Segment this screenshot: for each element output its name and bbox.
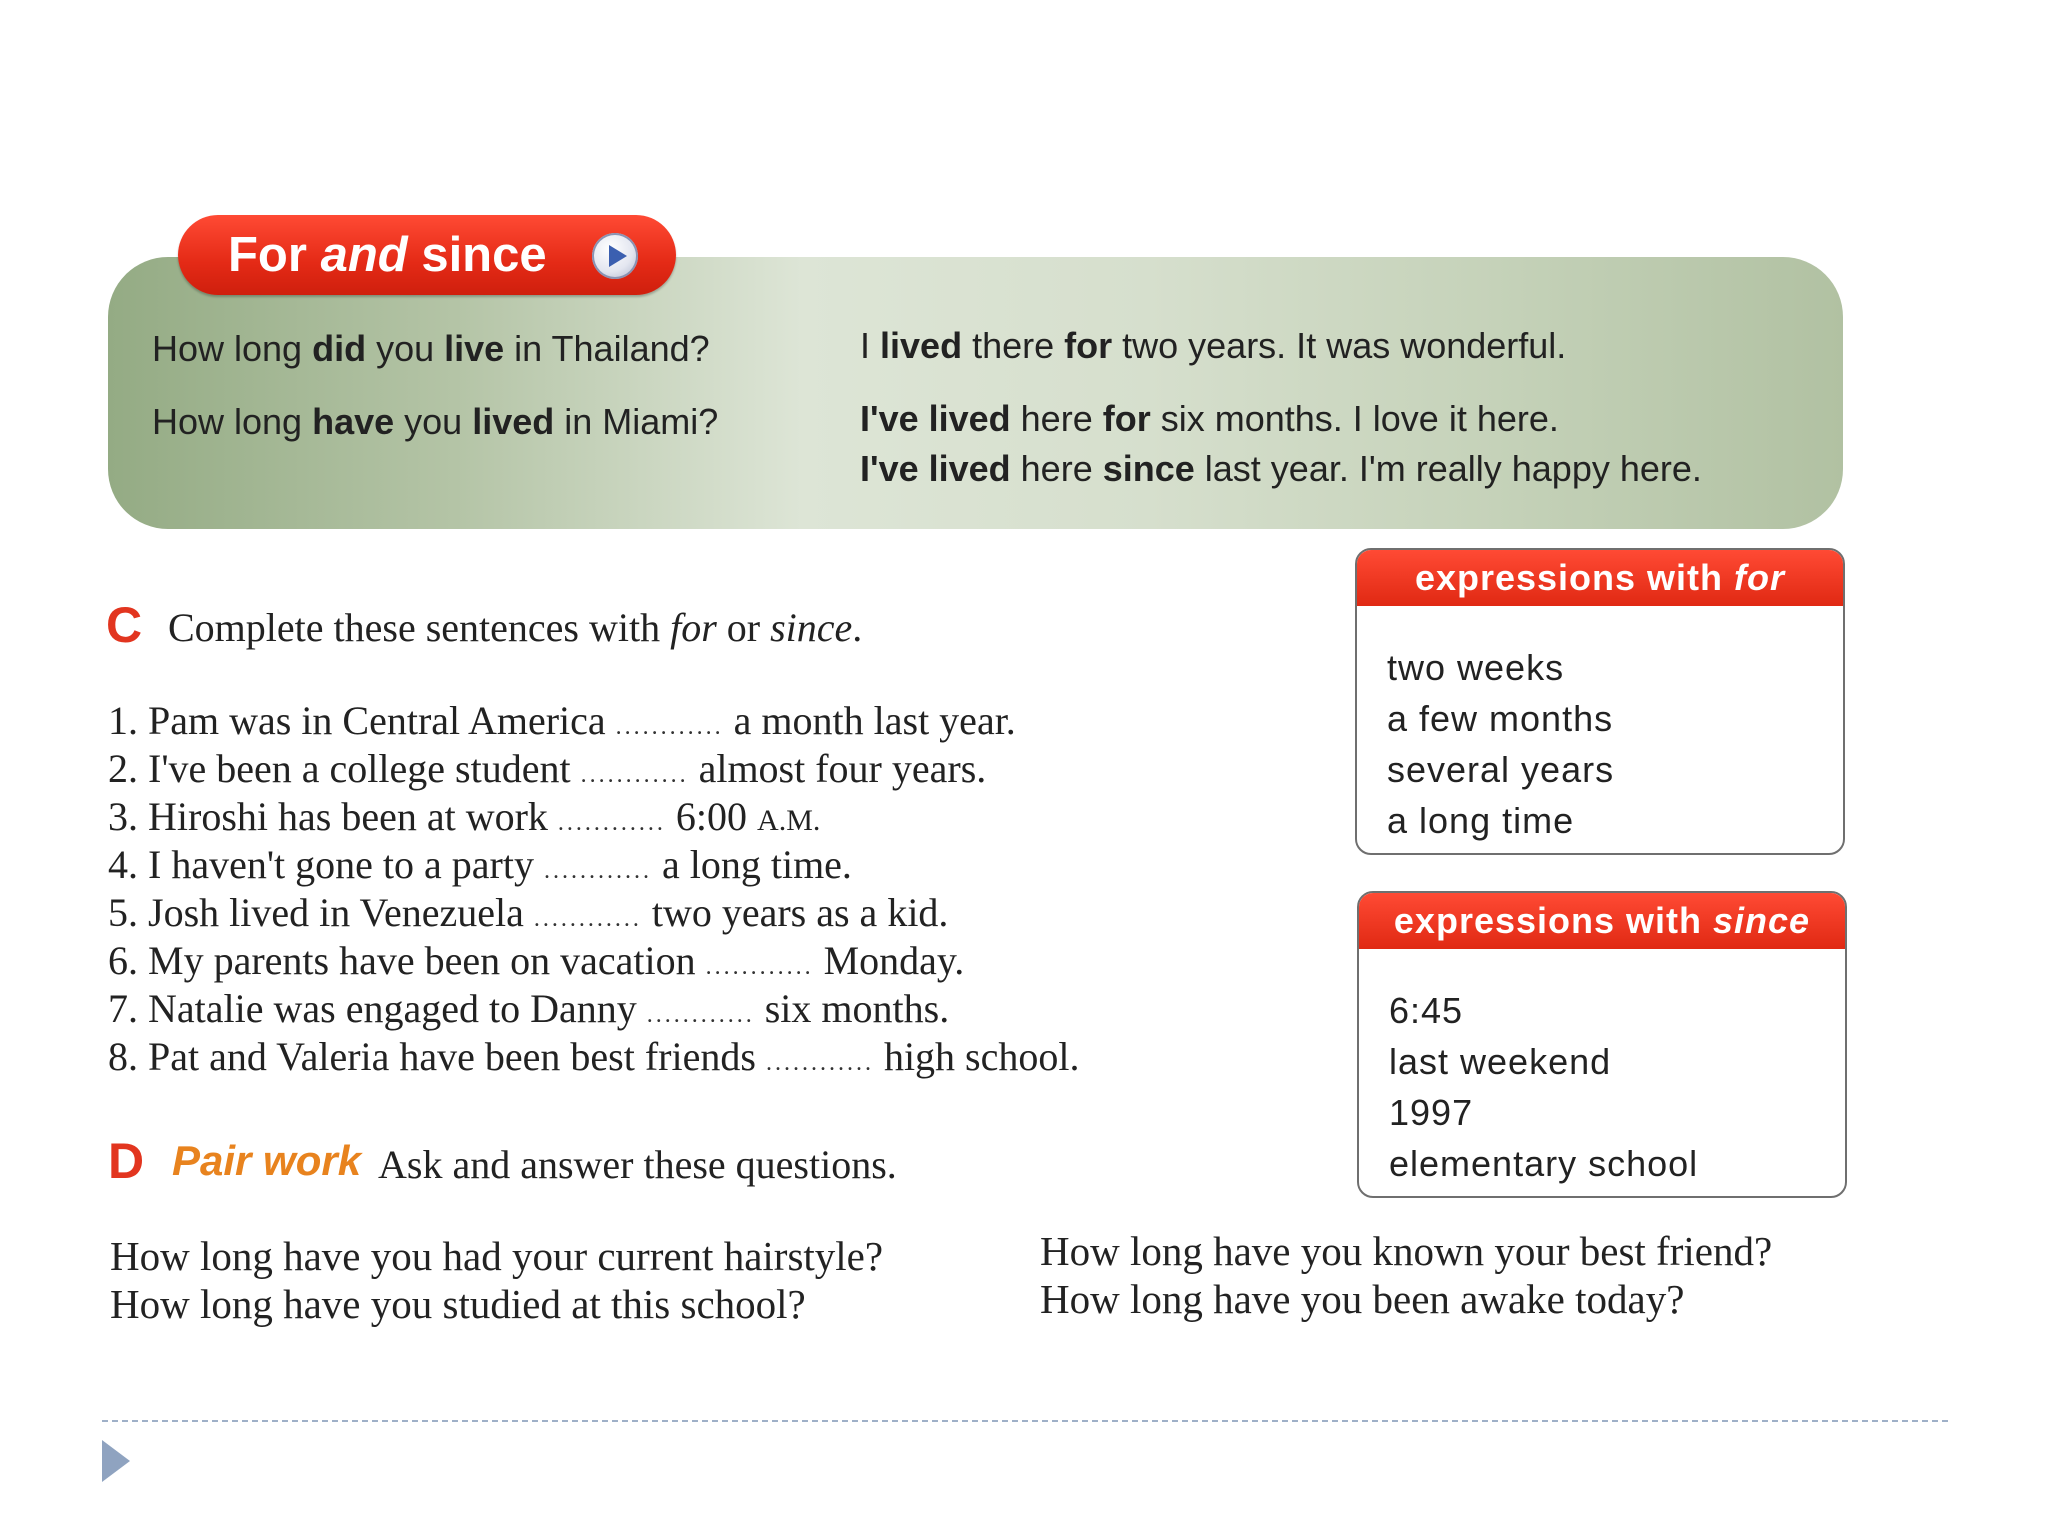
title-word-and: and: [320, 228, 408, 282]
expressions-since-box: [1357, 891, 1847, 1198]
expressions-for-box: [1355, 548, 1845, 855]
grammar-answer-1: I lived there for two years. It was wonderful.: [860, 325, 1567, 366]
list-item: several years: [1387, 749, 1615, 790]
exercise-item-2: 2. I've been a college student ............ almost four years.: [108, 746, 987, 791]
discussion-question-2: How long have you studied at this school?: [110, 1281, 806, 1327]
expressions-since-header: expressions with since: [1359, 893, 1845, 949]
exercise-item-5: 5. Josh lived in Venezuela ............ two years as a kid.: [108, 890, 949, 935]
list-item: elementary school: [1389, 1143, 1699, 1184]
discussion-question-4: How long have you been awake today?: [1040, 1276, 1685, 1322]
expressions-since-list: [1359, 949, 1845, 1189]
answer-blank[interactable]: ............: [557, 810, 666, 836]
discussion-question-3: How long have you known your best friend?: [1040, 1228, 1773, 1274]
answer-blank[interactable]: ............: [705, 954, 814, 980]
exercise-c-instruction: Complete these sentences with for or since.: [168, 605, 863, 650]
grammar-question-1: How long did you live in Thailand?: [152, 328, 710, 369]
discussion-question-1: How long have you had your current hairstyle?: [110, 1233, 884, 1279]
exercise-item-3: 3. Hiroshi has been at work ............ 6:00 A.M.: [108, 794, 821, 839]
answer-blank[interactable]: ............: [543, 858, 652, 884]
answer-blank[interactable]: ............: [533, 906, 642, 932]
list-item: last weekend: [1389, 1041, 1612, 1082]
exercise-item-4: 4. I haven't gone to a party ............ a long time.: [108, 842, 852, 887]
answer-blank[interactable]: ............: [615, 714, 724, 740]
expressions-for-list: [1357, 606, 1843, 846]
audio-play-icon[interactable]: [592, 233, 638, 279]
list-item: 1997: [1389, 1092, 1474, 1133]
pair-work-label: Pair work: [172, 1137, 362, 1184]
title-word-for: For: [228, 228, 307, 282]
dashed-divider: [102, 1420, 1948, 1422]
answer-blank[interactable]: ............: [646, 1002, 755, 1028]
answer-blank[interactable]: ............: [765, 1050, 874, 1076]
grammar-answer-3: I've lived here since last year. I'm really happy here.: [860, 448, 1702, 489]
exercise-d-letter: D: [108, 1133, 145, 1189]
exercise-item-6: 6. My parents have been on vacation ............ Monday.: [108, 938, 965, 983]
list-item: two weeks: [1387, 647, 1565, 688]
list-item: 6:45: [1389, 990, 1464, 1031]
title-word-since: since: [421, 228, 547, 282]
exercise-d-instruction: Ask and answer these questions.: [378, 1142, 897, 1187]
expressions-for-header: expressions with for: [1357, 550, 1843, 606]
grammar-answer-2: I've lived here for six months. I love it here.: [860, 398, 1559, 439]
exercise-item-7: 7. Natalie was engaged to Danny ............ six months.: [108, 986, 950, 1031]
slide-arrow-icon: [102, 1440, 130, 1482]
grammar-question-2: How long have you lived in Miami?: [152, 401, 719, 442]
list-item: a long time: [1387, 800, 1575, 841]
list-item: a few months: [1387, 698, 1614, 739]
answer-blank[interactable]: ............: [580, 762, 689, 788]
exercise-item-1: 1. Pam was in Central America ............ a month last year.: [108, 698, 1016, 743]
exercise-item-8: 8. Pat and Valeria have been best friends ............ high school.: [108, 1034, 1080, 1079]
exercise-c-letter: C: [106, 597, 143, 653]
